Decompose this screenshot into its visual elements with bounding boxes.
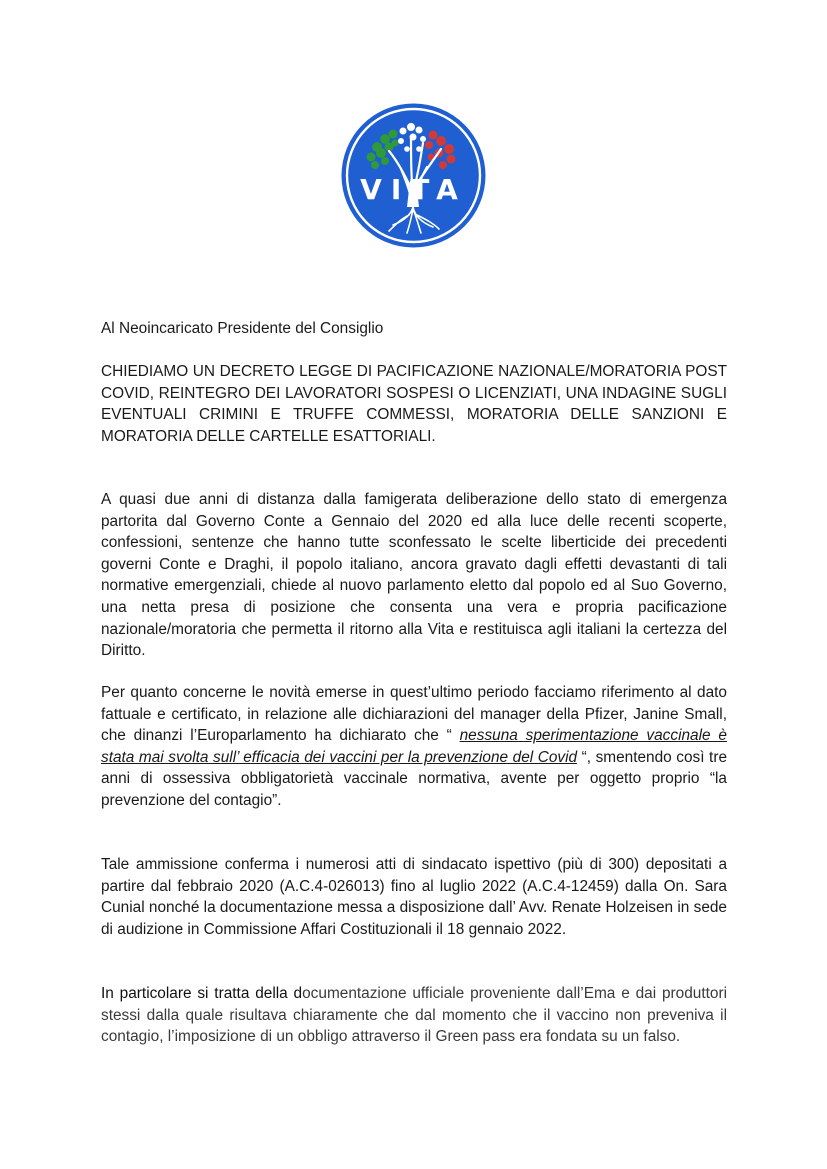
paragraph-2 bbox=[101, 682, 727, 812]
vita-logo bbox=[341, 103, 486, 248]
addressee-line: Al Neoincaricato Presidente del Consiglio bbox=[101, 320, 384, 337]
paragraph-2-conclusion: “, smentendo così tre anni di ossessiva obbligatorietà vaccinale normativa, avente per oggetto proprio “la prevenzione del contagio”. bbox=[101, 748, 728, 809]
paragraph-1: A quasi due anni di distanza dalla famigerata deliberazione dello stato di emergenza partorita dal Governo Conte a Gennaio del 2020 ed alla luce delle recenti scoperte, confessioni, sentenze che hanno tutte sconfessato le scelte liberticide dei precedenti governi Conte e Draghi, il popolo italiano, ancora gravato dagli effetti devastanti di tali normative emergenziali, chiede al nuovo parlamento eletto dal popolo ed al Suo Governo, una netta presa di posizione che consenta una vera e propria pacificazione nazionale/moratoria che permetta il ritorno alla Vita e restituisca agli italiani la certezza del Diritto. bbox=[101, 491, 727, 660]
request-heading: CHIEDIAMO UN DECRETO LEGGE DI PACIFICAZIONE NAZIONALE/MORATORIA POST COVID, REINTEGRO DEI LAVORATORI SOSPESI O LICENZIATI, UNA INDAGINE SUGLI EVENTUALI CRIMINI E TRUFFE COMMESSI, MORATORIA DELLE SANZIONI E MORATORIA DELLE CARTELLE ESATTORIALI. bbox=[101, 363, 727, 445]
paragraph-4-lead: In particolare si tratta della d bbox=[101, 985, 303, 1002]
pfizer-quote: nessuna sperimentazione vaccinale è stata mai svolta sull’ efficacia dei vaccini per la prevenzione del Covid bbox=[101, 727, 727, 766]
paragraph-2-intro: Per quanto concerne le novità emerse in quest’ultimo periodo facciamo riferimento al dato fattuale e certificato, in relazione alle dichiarazioni del manager della Pfizer, Janine Small, che dinanzi l’Europarlamento ha dichiarato che “ bbox=[101, 684, 727, 745]
paragraph-3: Tale ammissione conferma i numerosi atti di sindacato ispettivo (più di 300) depositati a partire dal febbraio 2020 (A.C.4-026013) fino al luglio 2022 (A.C.4-12459) dalla On. Sara Cunial nonché la documentazione messa a disposizione dall’ Avv. Renate Holzeisen in sede di audizione in Commissione Affari Costituzionali il 18 gennaio 2022. bbox=[101, 856, 727, 938]
paragraph-4 bbox=[101, 983, 727, 1048]
logo-text: VITA bbox=[360, 173, 467, 206]
paragraph-4-rest: ocumentazione ufficiale proveniente dall’Ema e dai produttori stessi dalla quale risultava chiaramente che dal momento che il vaccino non preveniva il contagio, l’imposizione di un obbligo attraverso il Green pass era fondata su un falso. bbox=[101, 985, 727, 1046]
